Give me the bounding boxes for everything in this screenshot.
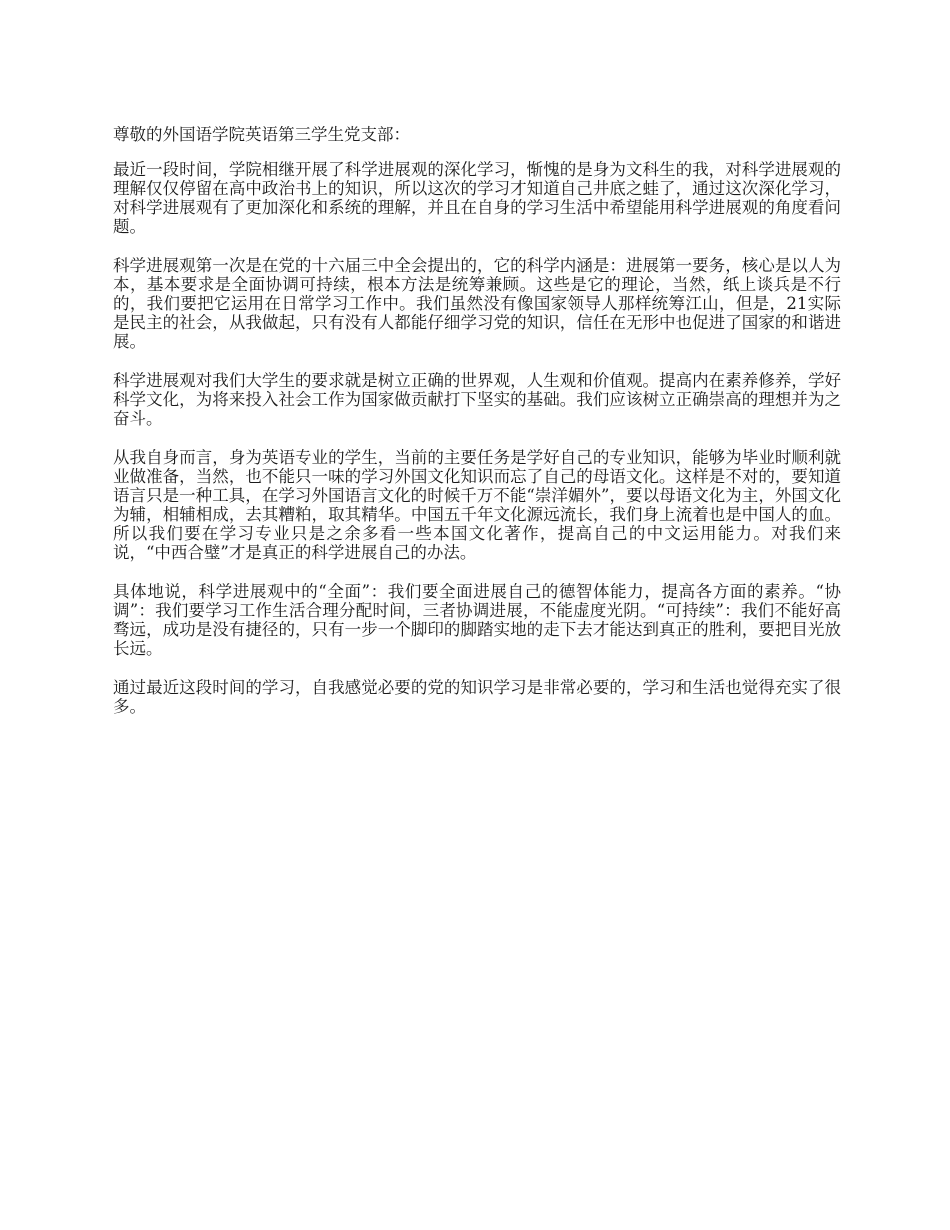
paragraph-4: 从我自身而言，身为英语专业的学生，当前的主要任务是学好自己的专业知识，能够为毕业时顺利就业做准备，当然，也不能只一味的学习外国文化知识而忘了自己的母语文化。这样是不对的，要知道语言只是一种工具，在学习外国语言文化的时候千万不能“崇洋媚外”，要以母语文化为主，外国文化为辅，相辅相成，去其糟粕，取其精华。中国五千年文化源远流长，我们身上流着也是中国人的血。所以我们要在学习专业只是之余多看一些本国文化著作，提高自己的中文运用能力。对我们来说，“中西合璧”才是真正的科学进展自己的办法。 <box>113 448 841 562</box>
salutation: 尊敬的外国语学院英语第三学生党支部： <box>113 125 410 144</box>
document-page <box>113 125 841 736</box>
paragraph-1: 最近一段时间，学院相继开展了科学进展观的深化学习，惭愧的是身为文科生的我，对科学进展观的理解仅仅停留在高中政治书上的知识，所以这次的学习才知道自己井底之蛙了，通过这次深化学习，对科学进展观有了更加深化和系统的理解，并且在自身的学习生活中希望能用科学进展观的角度看问题。 <box>113 160 841 236</box>
paragraph-5: 具体地说，科学进展观中的“全面”：我们要全面进展自己的德智体能力，提高各方面的素养。“协调”：我们要学习工作生活合理分配时间，三者协调进展，不能虚度光阴。“可持续”：我们不能好高骛远，成功是没有捷径的，只有一步一个脚印的脚踏实地的走下去才能达到真正的胜利，要把目光放长远。 <box>113 582 841 658</box>
paragraph-3: 科学进展观对我们大学生的要求就是树立正确的世界观，人生观和价值观。提高内在素养修养，学好科学文化，为将来投入社会工作为国家做贡献打下坚实的基础。我们应该树立正确崇高的理想并为之奋斗。 <box>113 371 841 428</box>
paragraph-2: 科学进展观第一次是在党的十六届三中全会提出的，它的科学内涵是：进展第一要务，核心是以人为本，基本要求是全面协调可持续，根本方法是统筹兼顾。这些是它的理论，当然，纸上谈兵是不行的，我们要把它运用在日常学习工作中。我们虽然没有像国家领导人那样统筹江山，但是，21实际是民主的社会，从我做起，只有没有人都能仔细学习党的知识，信任在无形中也促进了国家的和谐进展。 <box>113 256 841 351</box>
paragraph-6: 通过最近这段时间的学习，自我感觉必要的党的知识学习是非常必要的，学习和生活也觉得充实了很多。 <box>113 678 841 716</box>
